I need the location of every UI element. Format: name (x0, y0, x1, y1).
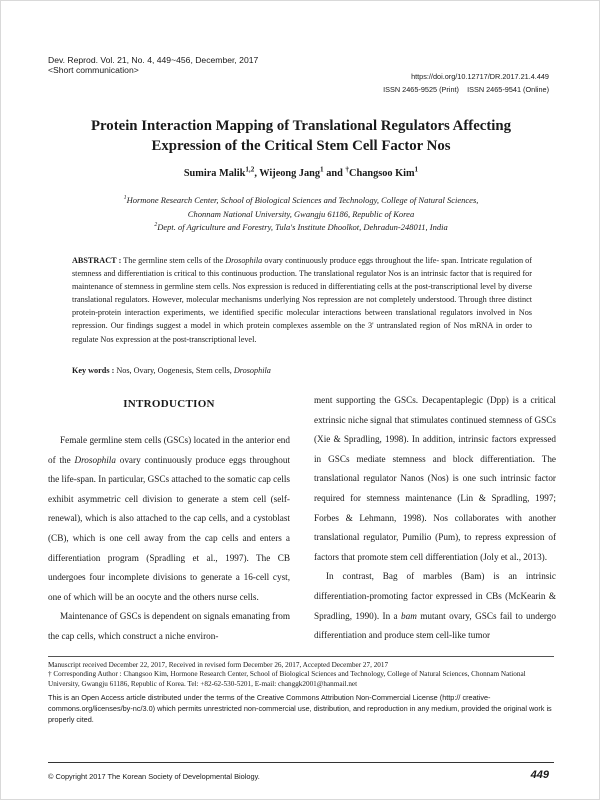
author-affiliation-mark: 1 (320, 165, 324, 174)
body-column-right (314, 391, 556, 646)
body-paragraph: ment supporting the GSCs. Decapentaplegic (Dpp) is a critical extrinsic niche signal that stimulates continued stemness of GSCs (Xie & Spradling, 1998). In addition, intrinsic factors expressed in GSCs mediate stemness and block differentiation. The translational regulator Nanos (Nos) is one such intrinsic factor required for stemness maintenance (Lin & Spradling, 1997; Forbes & Lehmann, 1998). Nos collaborates with another translational regulator, Pumilio (Pum), to repress expression of factors that promote stem cell differentiation (Joly et al., 2013). (314, 395, 556, 562)
body-paragraph (314, 567, 556, 645)
affiliation-1-cont: Chonnam National University, Gwangju 61186, Republic of Korea (187, 208, 415, 219)
body-text: In contrast, Bag of marbles (Bam) is an intrinsic differentiation-promoting factor expressed in CBs (McKearin & Spradling, 1990). In a (314, 571, 556, 621)
abstract (72, 254, 532, 346)
manuscript-dates: Manuscript received December 22, 2017, Received in revised form December 26, 2017, Accepted December 27, 2017 (48, 661, 389, 669)
body-text: mutant ovary, GSCs fail to undergo differentiation and produce stem cell-like tumor (314, 610, 556, 641)
author-list (61, 165, 541, 180)
keywords-label: Key words : (72, 366, 115, 375)
affiliation-mark: 1 (123, 195, 127, 202)
body-column-left (48, 391, 290, 647)
body-text: Female germline stem cells (GSCs) located in the anterior end of the (48, 435, 290, 465)
affiliations (61, 194, 541, 235)
body-paragraph: Maintenance of GSCs is dependent on signals emanating from the cap cells, which construct a niche environ- (48, 611, 290, 641)
section-heading-introduction: INTRODUCTION (123, 398, 215, 410)
affiliation-text: Hormone Research Center, School of Biological Sciences and Technology, College of Natural Sciences, (126, 195, 479, 205)
page-number: 449 (530, 769, 549, 781)
doi-link[interactable]: https://doi.org/10.12717/DR.2017.21.4.449 (411, 72, 549, 81)
keywords-italic: Drosophila (233, 366, 271, 375)
article-type: <Short communication> (48, 65, 139, 75)
body-paragraph (48, 431, 290, 607)
abstract-text: The germline stem cells of the (121, 256, 226, 265)
affiliation-text: Dept. of Agriculture and Forestry, Tula's Institute Dhoolkot, Dehradun-248011, India (157, 222, 448, 232)
footnotes (48, 661, 554, 689)
affiliation-mark: 2 (154, 222, 158, 229)
title-line-1: Protein Interaction Mapping of Translational Regulators Affecting (90, 118, 512, 134)
author-conjunction: and (323, 168, 346, 179)
keywords-text: Nos, Ovary, Oogenesis, Stem cells, (114, 366, 234, 375)
issn-line: ISSN 2465-9525 (Print) ISSN 2465-9541 (Online) (383, 85, 549, 94)
abstract-label: ABSTRACT : (72, 256, 122, 265)
affiliation-1 (61, 194, 541, 208)
abstract-italic: Drosophila (225, 256, 263, 265)
copyright-notice: © Copyright 2017 The Korean Society of Developmental Biology. (48, 772, 260, 781)
corresponding-author-mark: † (345, 165, 350, 174)
body-italic: Drosophila (74, 454, 116, 465)
affiliation-2 (61, 221, 541, 235)
abstract-text: ovary continuously produce eggs throughout the life- span. Intricate regulation of stemness and differentiation is critical to this continuous production. The translational regulator Nos is an intrinsic factor that is required for maintenance of stemness in germline stem cells. Nos expression is reduced in differentiating cells at the post-transcriptional level by diverse translational regulators. However, molecular mechanisms underlying Nos repression are not completely understood. Through three distinct protein-protein interaction experiments, we identified specific molecular interactions between translational regulators involved in Nos repression. Our findings suggest a model in which protein complexes assemble on the 3' untranslated region of Nos mRNA in order to regulate Nos expression at the post-transcriptional level. (72, 256, 532, 344)
license-notice: This is an Open Access article distributed under the terms of the Creative Commons Attribution Non-Commercial License (http:// creative-commons.org/licenses/by-nc/3.0) which permits unrestricted non-commercial use, distribution, and reproduction in any medium, provided the original work is properly cited. (48, 693, 552, 724)
body-text: ovary continuously produce eggs throughout the life-span. In particular, GSCs attached to the somatic cap cells exhibit asymmetric cell division to generate a stem cell (self- renewal), which is also attached to the cap cells, and a cystoblast (CB), which is one cell away from the cap cells and enters a differentiation program (Spradling et al., 1997). The CB undergoes four incomplete divisions to generate a 16-cell cyst, one of which will be an oocyte and the others nurse cells. (48, 454, 290, 602)
title-line-2: Expression of the Critical Stem Cell Factor Nos (151, 138, 451, 154)
author-name: , Wijeong Jang (254, 168, 321, 179)
author-name: Changsoo Kim (349, 168, 415, 179)
corresponding-author-note: † Corresponding Author : Changsoo Kim, Hormone Research Center, School of Biological Sciences and Technology, College of Natural Sciences, Chonnam National University, Gwangju 61186, Republic of Korea. Tel: +82-62-530-5201, E-mail: changgk2001@hanmail.net (48, 670, 526, 688)
author-name: Sumira Malik (183, 168, 246, 179)
article-title (61, 116, 541, 156)
author-affiliation-mark: 1,2 (245, 165, 255, 174)
journal-header (48, 55, 258, 75)
journal-citation: Dev. Reprod. Vol. 21, No. 4, 449~456, December, 2017 (48, 55, 259, 65)
body-italic: bam (401, 610, 417, 621)
keywords (72, 365, 532, 376)
footer-divider (48, 762, 554, 763)
author-affiliation-mark: 1 (414, 165, 419, 174)
footnote-divider (48, 656, 554, 657)
